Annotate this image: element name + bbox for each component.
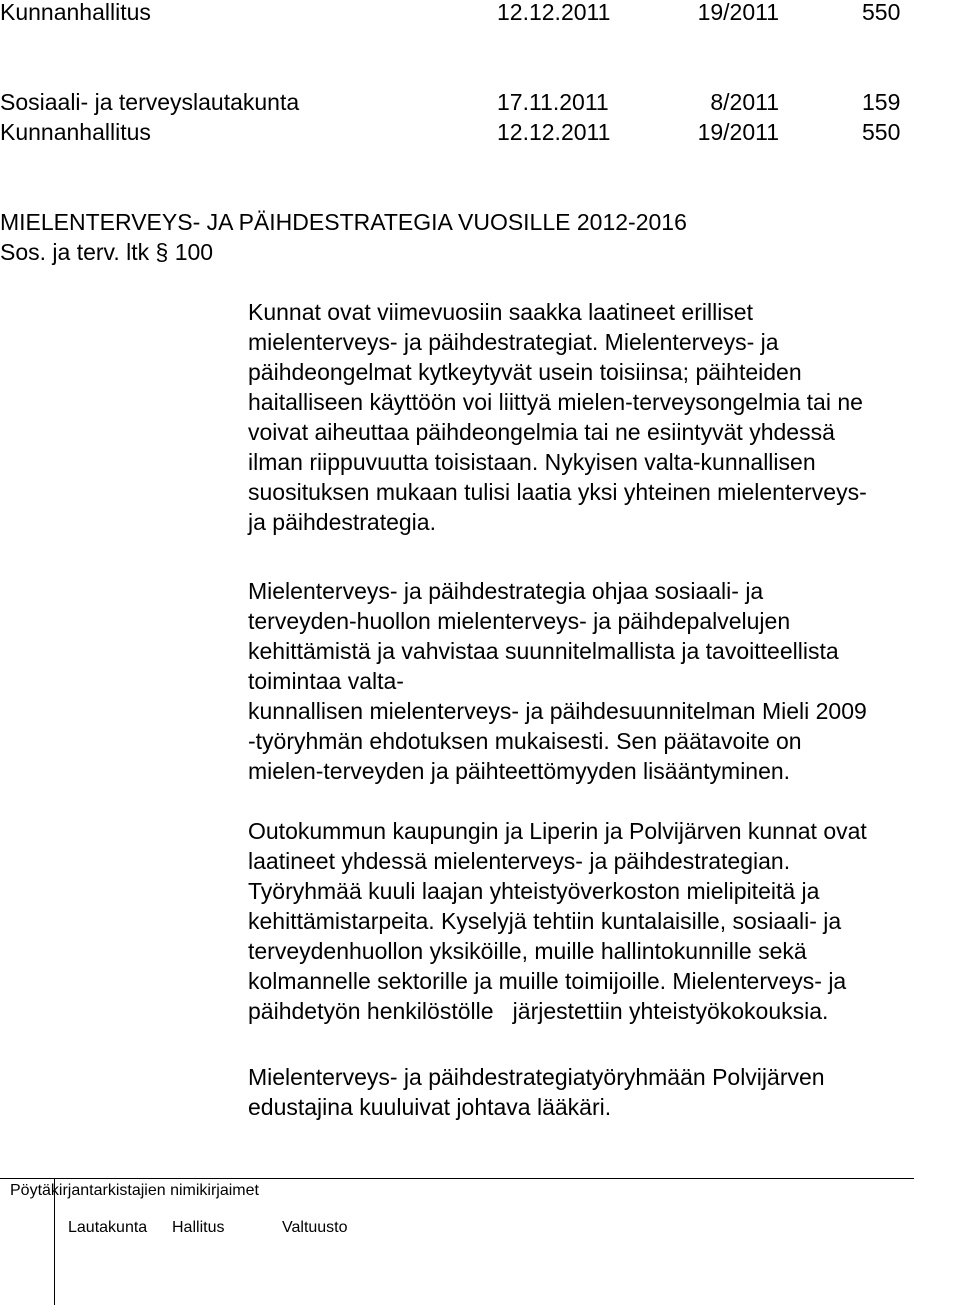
paragraph-line: voivat aiheuttaa päihdeongelmia tai ne esiintyvät yhdessä: [248, 419, 835, 445]
paragraph-line: kehittämistä ja vahvistaa suunnitelmallista ja tavoitteellista: [248, 638, 839, 664]
paragraph-line: -työryhmän ehdotuksen mukaisesti. Sen päätavoite on: [248, 728, 802, 754]
paragraph-line: terveyden-huollon mielenterveys- ja päihdepalvelujen: [248, 608, 791, 634]
section-reference: Sos. ja terv. ltk § 100: [0, 239, 214, 265]
footer-column-lautakunta: Lautakunta: [68, 1219, 148, 1236]
paragraph-line: mielenterveys- ja päihdestrategiat. Mielenterveys- ja: [248, 329, 779, 355]
paragraph-line: kehittämistarpeita. Kyselyjä tehtiin kuntalaisille, sosiaali- ja: [248, 908, 842, 934]
paragraph-line: edustajina kuuluivat johtava lääkäri.: [248, 1094, 612, 1120]
footer-column-valtuusto: Valtuusto: [282, 1219, 348, 1236]
footer-divider: [0, 1178, 914, 1179]
paragraph-line: päihdetyön henkilöstölle järjestettiin yhteistyökokouksia.: [248, 998, 829, 1024]
paragraph-line: laatineet yhdessä mielenterveys- ja päihdestrategian.: [248, 848, 791, 874]
paragraph-line: terveydenhuollon yksiköille, muille hallintokunnille sekä: [248, 938, 807, 964]
paragraph-4: [248, 1062, 825, 1122]
header-date: 17.11.2011: [497, 89, 609, 115]
paragraph-line: Outokummun kaupungin ja Liperin ja Polvijärven kunnat ovat: [248, 818, 867, 844]
header-number: 8/2011: [710, 89, 779, 115]
header-body: Sosiaali- ja terveyslautakunta: [0, 89, 300, 115]
paragraph-line: suosituksen mukaan tulisi laatia yksi yhteinen mielenterveys-: [248, 479, 867, 505]
header-date: 12.12.2011: [497, 119, 611, 145]
paragraph-line: Mielenterveys- ja päihdestrategiatyöryhmään Polvijärven: [248, 1064, 825, 1090]
header-body: Kunnanhallitus: [0, 119, 151, 145]
paragraph-line: ilman riippuvuutta toisistaan. Nykyisen valta-kunnallisen: [248, 449, 816, 475]
paragraph-line: mielen-terveyden ja päihteettömyyden lisääntyminen.: [248, 758, 791, 784]
footer-label: Pöytäkirjantarkistajien nimikirjaimet: [10, 1182, 259, 1199]
header-body: Kunnanhallitus: [0, 0, 151, 25]
paragraph-line: Työryhmää kuuli laajan yhteistyöverkoston mielipiteitä ja: [248, 878, 820, 904]
header-number: 19/2011: [697, 119, 779, 145]
paragraph-line: kunnallisen mielenterveys- ja päihdesuunnitelman Mieli 2009: [248, 698, 867, 724]
paragraph-line: Mielenterveys- ja päihdestrategia ohjaa sosiaali- ja: [248, 578, 764, 604]
header-date: 12.12.2011: [497, 0, 611, 25]
document-title: MIELENTERVEYS- JA PÄIHDESTRATEGIA VUOSILLE 2012-2016: [0, 209, 687, 235]
paragraph-line: haitalliseen käyttöön voi liittyä mielen-terveysongelmia tai ne: [248, 389, 863, 415]
paragraph-3: [248, 816, 867, 1026]
header-page: 550: [862, 119, 901, 145]
paragraph-1: [248, 297, 867, 537]
paragraph-2: [248, 576, 867, 786]
header-page: 159: [862, 89, 901, 115]
paragraph-line: päihdeongelmat kytkeytyvät usein toisiinsa; päihteiden: [248, 359, 802, 385]
footer-column-hallitus: Hallitus: [172, 1219, 225, 1236]
paragraph-line: toimintaa valta-: [248, 668, 404, 694]
paragraph-line: kolmannelle sektorille ja muille toimijoille. Mielenterveys- ja: [248, 968, 847, 994]
paragraph-line: ja päihdestrategia.: [248, 509, 436, 535]
header-number: 19/2011: [697, 0, 779, 25]
paragraph-line: Kunnat ovat viimevuosiin saakka laatineet erilliset: [248, 299, 753, 325]
header-page: 550: [862, 0, 901, 25]
